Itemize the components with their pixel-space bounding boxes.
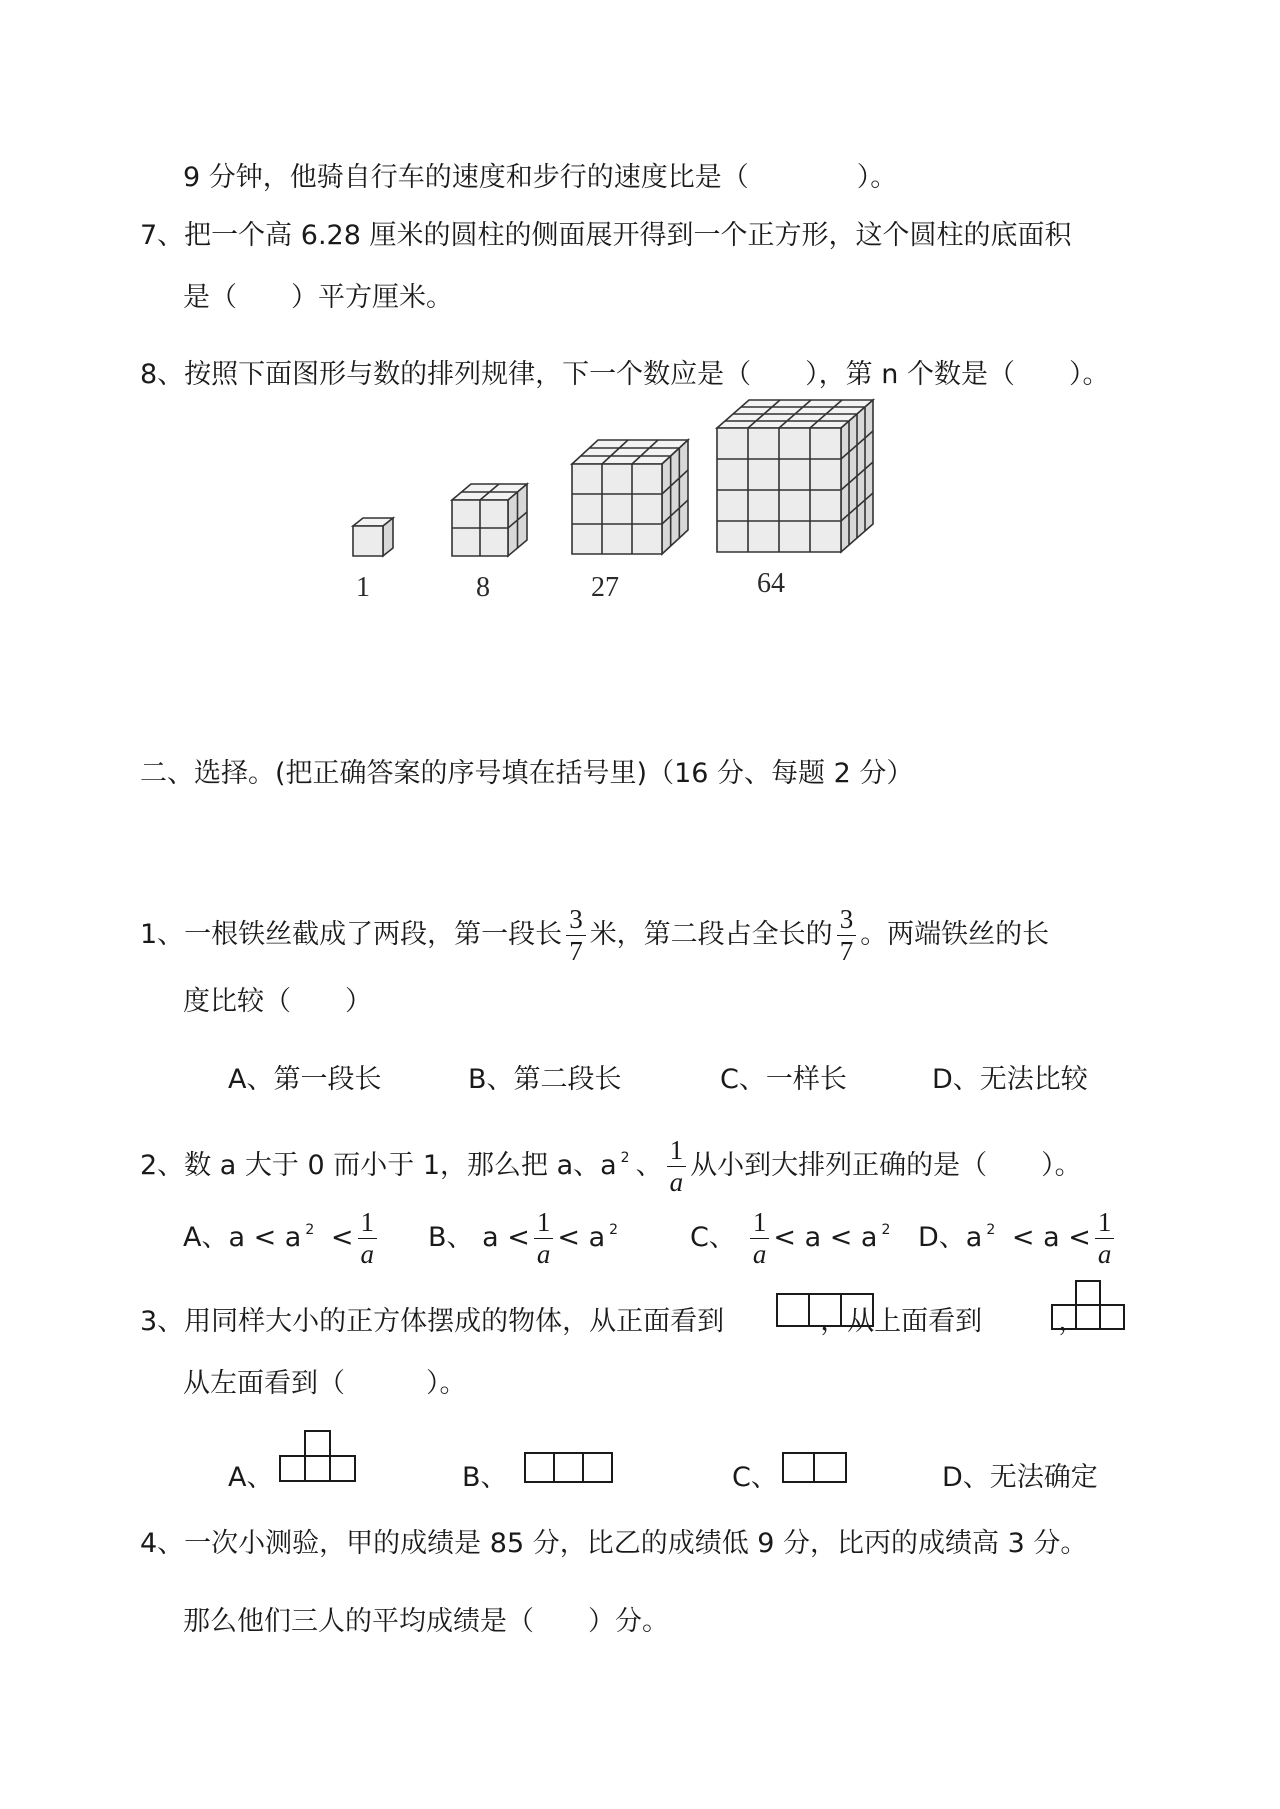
c4-line2: 那么他们三人的平均成绩是（ ）分。 [183, 1606, 669, 1637]
less-than: < [557, 1222, 580, 1253]
c1-part3: 。两端铁丝的长 [860, 919, 1050, 950]
c1-part1: 1、一根铁丝截成了两段，第一段长 [140, 919, 563, 950]
c3-text-b: ，从上面看到 [820, 1306, 983, 1337]
c2-fraction-1-over-a [667, 1137, 687, 1196]
cube-label-64: 64 [757, 568, 785, 599]
c1-option-a: A、第一段长 [228, 1064, 382, 1095]
c2-option-a [183, 1190, 381, 1270]
top-view-figure [1049, 1280, 1127, 1330]
q7-line2: 是（ ）平方厘米。 [183, 282, 453, 313]
c2-separator: 、 [635, 1150, 663, 1181]
fraction-1-over-a [534, 1209, 554, 1268]
superscript-2: 2 [609, 1222, 619, 1238]
fraction-denominator: a [752, 1239, 767, 1269]
option-a-text: A、a < a [183, 1222, 302, 1253]
c2-option-b: B、 a < $\frac{1}{a}$ < a $^2$ [428, 1207, 619, 1269]
less-than: < [330, 1222, 354, 1253]
q7-line1: 7、把一个高 6.28 厘米的圆柱的侧面展开得到一个正方形，这个圆柱的底面积 [140, 220, 1072, 251]
c1-fraction-2 [837, 906, 857, 965]
cube-label-8: 8 [476, 572, 490, 603]
c3-text-a: 3、用同样大小的正方体摆成的物体，从正面看到 [140, 1306, 725, 1337]
front-view-figure [776, 1293, 874, 1329]
superscript-2: 2 [881, 1222, 891, 1238]
c1-part2: 米，第二段占全长的 [589, 919, 833, 950]
fraction-numerator: 1 [1095, 1209, 1115, 1239]
c3-option-c-label: C、 [732, 1462, 778, 1493]
c2-option-d [918, 1190, 1118, 1270]
c3-option-b-label: B、 [462, 1462, 508, 1493]
cube-label-1: 1 [356, 572, 370, 603]
c2-part2: 从小到大排列正确的是（ ）。 [690, 1150, 1082, 1181]
fraction-denominator: a [536, 1239, 551, 1269]
c1-line2: 度比较（ ） [183, 986, 372, 1017]
fraction-1-over-a [750, 1209, 770, 1268]
c3-option-a-label: A、 [228, 1462, 274, 1493]
fraction-1-over-a [1095, 1209, 1115, 1268]
c1-option-c: C、一样长 [720, 1064, 847, 1095]
c3-option-a-figure [276, 1430, 358, 1482]
option-d-text: D、a [918, 1222, 983, 1253]
cube-label-27: 27 [591, 572, 619, 603]
c2-line1 [140, 1118, 1082, 1198]
fraction-1-over-a [358, 1209, 378, 1268]
fraction-denominator: a [1097, 1239, 1112, 1269]
fraction-denominator: 7 [839, 936, 854, 966]
q8-text: 8、按照下面图形与数的排列规律，下一个数应是（ ），第 n 个数是（ ）。 [140, 359, 1110, 390]
fraction-numerator: 1 [358, 1209, 378, 1239]
fraction-denominator: a [669, 1167, 684, 1197]
c1-option-d: D、无法比较 [932, 1064, 1088, 1095]
section2-heading: 二、选择。(把正确答案的序号填在括号里)（16 分、每题 2 分） [140, 758, 914, 789]
c3-line2: 从左面看到（ ）。 [183, 1368, 467, 1399]
c4-line1: 4、一次小测验，甲的成绩是 85 分，比乙的成绩低 9 分，比丙的成绩高 3 分。 [140, 1528, 1088, 1559]
c2-part1: 2、数 a 大于 0 而小于 1，那么把 a、a [140, 1150, 617, 1181]
option-b-text: B、 a < [428, 1222, 530, 1253]
option-c-text: C、 [690, 1222, 736, 1253]
fraction-numerator: 1 [750, 1209, 770, 1239]
compare-chain: < a < a [773, 1222, 878, 1253]
c3-line1 [140, 1304, 1085, 1340]
fraction-numerator: 3 [837, 906, 857, 936]
fraction-denominator: a [360, 1239, 374, 1269]
fraction-numerator: 1 [667, 1137, 687, 1167]
fraction-numerator: 1 [534, 1209, 554, 1239]
c1-line1 [140, 895, 1049, 975]
c2-option-c [690, 1190, 890, 1270]
c3-option-d: D、无法确定 [942, 1462, 1098, 1493]
superscript-2: 2 [620, 1150, 630, 1166]
q6-tail-text: 9 分钟，他骑自行车的速度和步行的速度比是（ ）。 [183, 162, 898, 193]
c3-option-b-figure [524, 1452, 614, 1484]
c1-fraction-1 [566, 906, 586, 965]
c3-text-c: ， [1058, 1306, 1086, 1337]
fraction-numerator: 3 [566, 906, 586, 936]
compare-chain: < a < [1011, 1222, 1091, 1253]
superscript-2: 2 [305, 1222, 315, 1238]
c3-option-c-figure [782, 1452, 848, 1484]
c1-option-b: B、第二段长 [468, 1064, 622, 1095]
superscript-2: 2 [986, 1222, 996, 1238]
cube-pattern-figure [0, 0, 1280, 620]
fraction-denominator: 7 [569, 936, 583, 966]
